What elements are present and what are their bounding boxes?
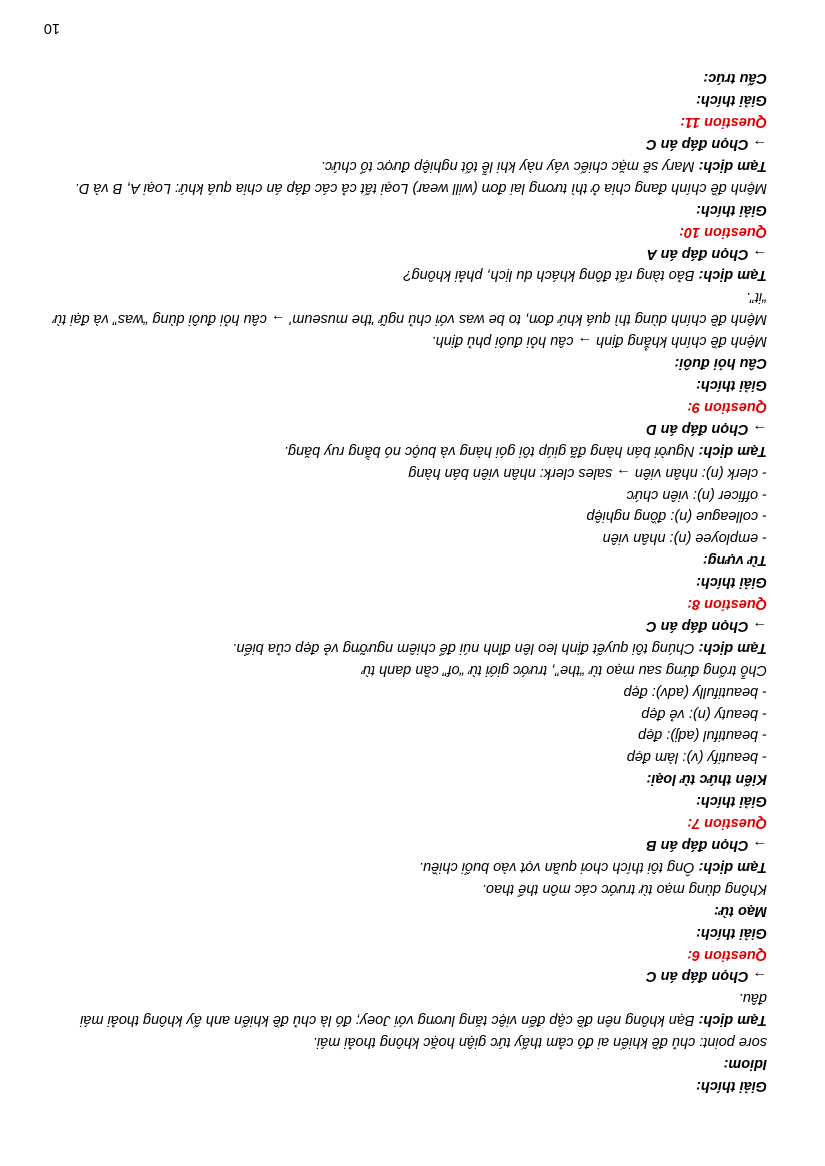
answer-line: → Chọn đáp án C: [646, 968, 767, 985]
question-heading: Question 6:: [687, 946, 767, 963]
translation-label: Tạm dịch:: [698, 1012, 767, 1029]
page-number: 10: [43, 20, 60, 36]
answer-line: → Chọn đáp án C: [646, 136, 767, 153]
translation-label: Tạm dịch:: [698, 267, 767, 284]
section-heading: Giải thích:: [696, 924, 767, 941]
translation-text: Bạn không nên đề cập đến việc tăng lương với Joey; đó là chủ đề khiến anh ấy không thoải mái đâu.: [80, 990, 767, 1029]
translation-line: [52, 855, 767, 877]
body-line: Chỗ trống đứng sau mạo từ “the”, trước giới từ “of” cần danh từ: [361, 661, 767, 678]
translation-label: Tạm dịch:: [698, 442, 767, 459]
question-heading: Question 8:: [687, 596, 767, 613]
translation-line: [52, 264, 767, 286]
translation-label: Tạm dịch:: [698, 639, 767, 656]
body-line: - beauty (n): vẻ đẹp: [641, 705, 767, 722]
translation-text: Mary sẽ mặc chiếc váy này khi lễ tốt nghiệp được tổ chức.: [320, 157, 699, 174]
question-heading: Question 7:: [687, 815, 767, 832]
translation-line: [52, 154, 767, 176]
section-heading: Giải thích:: [696, 377, 767, 393]
translation-text: Chúng tôi quyết định leo lên đỉnh núi để chiêm ngưỡng vẻ đẹp của biển.: [232, 639, 699, 656]
answer-line: → Chọn đáp án C: [646, 617, 767, 634]
answer-line: → Chọn đáp án B: [646, 837, 767, 854]
translation-label: Tạm dịch:: [698, 858, 767, 875]
translation-line: [52, 986, 767, 1030]
question-heading: Question 9:: [687, 398, 767, 415]
answer-line: → Chọn đáp án A: [646, 245, 767, 262]
body-line: - employee (n): nhân viên: [602, 530, 767, 547]
body-line: Mệnh đề chính khẳng định → câu hỏi đuôi phủ định.: [431, 333, 767, 350]
body-line: - colleague (n): đồng nghiệp: [586, 508, 767, 525]
body-line: Mệnh đề chính dùng thì quá khứ đơn, to be was với chủ ngữ 'the museum' → câu hỏi đuôi dùng “was” và đại từ “it”.: [52, 289, 767, 328]
body-line: - officer (n): viên chức: [626, 486, 767, 503]
body-line: - beautify (v): làm đẹp: [626, 749, 767, 766]
section-heading: Từ vựng:: [702, 552, 767, 569]
section-heading: Idiom:: [723, 1056, 767, 1073]
translation-text: Ông tôi thích chơi quần vợt vào buổi chiều.: [419, 858, 699, 875]
translation-text: Bảo tàng rất đông khách du lịch, phải không?: [403, 267, 699, 284]
question-heading: Question 10:: [679, 223, 767, 240]
section-heading: Câu hỏi đuôi:: [674, 355, 767, 372]
section-heading: Giải thích:: [696, 1078, 767, 1094]
section-heading: Mạo từ:: [713, 902, 767, 919]
translation-text: Người bán hàng đã giúp tôi gói hàng và buộc nó bằng ruy băng.: [283, 442, 699, 459]
section-heading: Giải thích:: [696, 793, 767, 810]
body-line: sore point: chủ đề khiến ai đó cảm thấy tức giận hoặc không thoải mái.: [312, 1034, 767, 1051]
translation-label: Tạm dịch:: [698, 157, 767, 174]
body-line: - beautiful (adj): đẹp: [638, 727, 767, 744]
body-line: Mệnh đề chính đang chia ở thì tương lai đơn (will wear) Loại tất cả các đáp án chia quá khứ: Loại A, B và D.: [74, 179, 767, 196]
section-heading: Giải thích:: [696, 574, 767, 591]
translation-line: [52, 439, 767, 461]
body-line: - beautifully (adv): đẹp: [623, 683, 767, 700]
section-heading: Giải thích:: [696, 92, 767, 109]
section-heading: Cấu trúc:: [703, 70, 767, 87]
document-content: [52, 66, 767, 1096]
question-heading: Question 11:: [680, 114, 767, 131]
answer-line: → Chọn đáp án D: [646, 420, 767, 437]
body-line: - clerk (n): nhân viên → sales clerk: nhân viên bán hàng: [408, 464, 767, 481]
section-heading: Kiến thức từ loại:: [646, 771, 767, 788]
body-line: Không dùng mạo từ trước các môn thể thao.: [481, 880, 767, 897]
section-heading: Giải thích:: [696, 201, 767, 218]
translation-line: [52, 636, 767, 658]
